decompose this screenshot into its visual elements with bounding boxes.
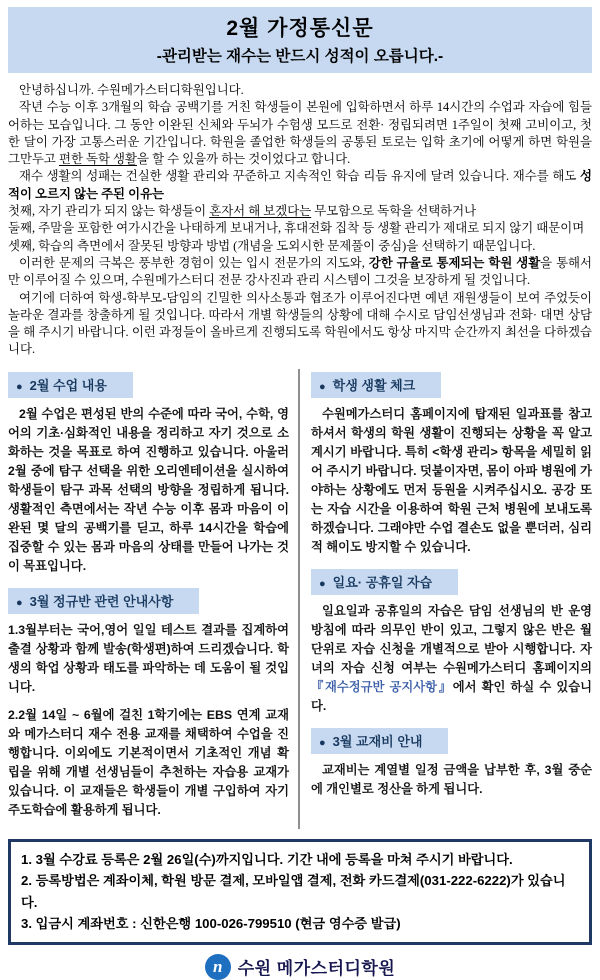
bullet-icon: ● <box>319 577 326 590</box>
feb-classes-body: 2월 수업은 편성된 반의 수준에 따라 국어, 수학, 영어의 기초·심화적인 내용을 정리하고 자기 것으로 소화하는 것을 목표로 하여 진행하고 있습니다. 아울러 2월 중에 탐구 선택을 위한 오리엔테이션을 실시하여 학생들이 탐구 과목 선택의 방향을 정립하게 됩니다. 생활적인 측면에서는 작년 수능 이후 몸과 마음이 이완된 몇 달의 공백기를 딛고, 하루 14시간을 학습에 집중할 수 있는 몸과 마음의 상태를 만들어 나가는 것이 목표입니다. <box>8 406 289 573</box>
megastudy-logo-icon: n <box>205 954 231 980</box>
intro-p7-text-a: 이러한 문제의 극복은 풍부한 경험이 있는 입시 전문가의 지도와, <box>19 255 369 270</box>
page-subtitle: -관리받는 재수는 반드시 성적이 오릅니다.- <box>156 48 444 65</box>
student-life-body: 수원메가스터디 홈페이지에 탑재된 일과표를 참고하셔서 학생의 학원 생활이 진행되는 상황을 꼭 알고 계시기 바랍니다. 특히 <학생 관리> 항목을 세밀히 읽어 주시기 바랍니다. 덧붙이자면, 몸이 아파 병원에 가야하는 상황에도 먼저 등원을 시켜주십시오. 공강 또는 자습 시간을 이용하여 학원 근처 병원에 보내도록 하겠습니다. 그래야만 수업 결손도 없을 뿐더러, 심리적 해이도 방지할 수 있습니다. <box>311 406 592 554</box>
holiday-study-text-a: 일요일과 공휴일의 자습은 담임 선생님의 반 운영 방침에 따라 의무인 반이 있고, 그렇지 않은 반은 월 단위로 자습 신청을 개별적으로 받아 시행합니다. 자녀의 자습 신청 여부는 수원메가스터디 홈페이지의 <box>311 603 592 675</box>
notice-line-payment-methods: 2. 등록방법은 계좌이체, 학원 방문 결제, 모바일앱 결제, 전화 카드결제(031-222-6222)가 있습니다. <box>21 873 566 910</box>
intro-p3-text: 재수 생활의 성패는 건실한 생활 관리와 꾸준하고 지속적인 학습 리듬 유지에 달려 있습니다. 재수를 해도 <box>19 169 581 184</box>
holiday-study-text-b: 에서 확인 하실 수 있습니다. <box>311 679 592 713</box>
section-title-textbook-fee: 3월 교재비 안내 <box>332 733 423 749</box>
intro-p3-bold-phrase: 성적이 오르지 않는 주된 이유는 <box>8 169 592 201</box>
intro-reason-third: 셋째, 학습의 측면에서 잘못된 방향과 방법 (개념을 도외시한 문제풀이 중심)을 선택하기 때문입니다. <box>8 238 536 253</box>
intro-paragraph-closing: 여기에 더하여 학생-학부모-담임의 긴밀한 의사소통과 협조가 이루어진다면 예년 재원생들이 보여 주었듯이 놀라운 결과를 창출하게 될 것입니다. 따라서 개별 학생들의 상황에 대해 수시로 담임선생님과 전화· 대면 상담을 해 주시기 바랍니다. 이런 과정들이 올바르게 진행되도록 학원에서도 항상 마지막 순간까지 최선을 다하겠습니다. <box>8 290 592 357</box>
section-header-holiday-study <box>311 569 458 595</box>
bullet-icon: ● <box>319 380 326 393</box>
intro-paragraph-solution <box>8 255 592 290</box>
intro-p2-text-b: 을 할 수 있을까 하는 것이었다고 합니다. <box>137 152 351 167</box>
intro-p7-text-b: 을 통해서만 이루어질 수 있으며, 수원메가스터디 전문 강사진과 관리 시스템이 그것을 보장하게 될 것입니다. <box>8 255 592 288</box>
section-title-feb-classes: 2월 수업 내용 <box>29 377 107 393</box>
march-regular-item-2: 2.2월 14일 ~ 6월에 걸친 1학기에는 EBS 연계 교재와 메가스터디 재수 전용 교재를 채택하여 수업을 진행합니다. 이외에도 기본적이면서 기초적인 개념 확립을 위해 개별 선생님들이 추천하는 자습용 교재가 있습니다. 이 교재들은 학생들이 개별 구입하여 자기주도학습에 활용하게 됩니다. <box>8 707 289 817</box>
intro-reason-first <box>8 203 592 220</box>
page-title: 2월 가정통신문 <box>226 17 374 40</box>
intro-p4-underlined-phrase: 혼자서 해 보겠다는 <box>209 204 312 219</box>
section-header-textbook-fee <box>311 728 448 754</box>
intro-letter <box>8 82 592 359</box>
section-title-student-life: 학생 생활 체크 <box>332 377 416 393</box>
section-header-feb-classes <box>8 372 133 398</box>
section-title-holiday-study: 일요· 공휴일 자습 <box>332 574 433 590</box>
notice-board-reference: 『재수정규반 공지사항』 <box>311 679 453 694</box>
left-column <box>8 369 298 829</box>
two-column-body <box>8 369 592 829</box>
section-title-march-regular: 3월 정규반 관련 안내사항 <box>29 593 174 609</box>
intro-greeting: 안녕하십니까. 수원메가스터디학원입니다. <box>19 83 244 97</box>
intro-paragraph-reasons-lead <box>8 168 592 203</box>
intro-p7-bold-phrase: 강한 규율로 통제되는 학원 생활 <box>368 255 541 270</box>
intro-p4-text-b: 무모함으로 독학을 선택하거나 <box>311 204 477 219</box>
bullet-icon: ● <box>16 380 23 393</box>
academy-name: 수원 메가스터디학원 <box>237 959 396 979</box>
textbook-fee-body: 교재비는 계열별 일정 금액을 납부한 후, 3월 중순에 개인별로 정산을 하게 됩니다. <box>311 762 592 796</box>
bullet-icon: ● <box>16 596 23 609</box>
academy-footer <box>8 954 592 980</box>
section-header-student-life <box>311 372 441 398</box>
intro-p2-text-a: 작년 수능 이후 3개월의 학습 공백기를 거친 학생들이 본원에 입학하면서 하루 14시간의 수업과 자습에 힘들어하는 모습입니다. 그 동안 이완된 신체와 두뇌가 수험생 모드로 전환· 정립되려면 1주일이 첫째 고비이고, 첫 한 달이 가장 고통스러운 기간입니다. 학원을 졸업한 학생들의 공통된 토로는 입학 초기에 어떻게 하면 학원을 그만두고 <box>8 100 592 167</box>
right-column <box>300 369 592 829</box>
registration-notice-box <box>8 839 592 945</box>
intro-p2-underlined-phrase: 편한 독학 생활 <box>58 152 137 167</box>
intro-reason-second: 둘째, 주말을 포함한 여가시간을 나태하게 보내거나, 휴대전화 집착 등 생활 관리가 제대로 되지 않기 때문이며 <box>8 221 585 236</box>
bullet-icon: ● <box>319 736 326 749</box>
section-header-march-regular <box>8 588 199 614</box>
notice-line-bank-account: 3. 입금시 계좌번호 : 신한은행 100-026-799510 (현금 영수증 발급) <box>21 916 401 932</box>
intro-p4-text-a: 첫째, 자기 관리가 되지 않는 학생들이 <box>8 204 210 219</box>
notice-line-deadline: 1. 3월 수강료 등록은 2월 26일(수)까지입니다. 기간 내에 등록을 마쳐 주시기 바랍니다. <box>21 851 513 867</box>
intro-paragraph-adjustment <box>8 99 592 168</box>
newsletter-banner <box>8 7 592 73</box>
holiday-study-body <box>311 602 592 716</box>
march-regular-item-1: 1.3월부터는 국어,영어 일일 테스트 결과를 집계하여 출결 상황과 함께 발송(학생편)하여 드리겠습니다. 학생의 학업 상황과 태도를 파악하는 데 도움이 될 것입니다. <box>8 622 289 694</box>
